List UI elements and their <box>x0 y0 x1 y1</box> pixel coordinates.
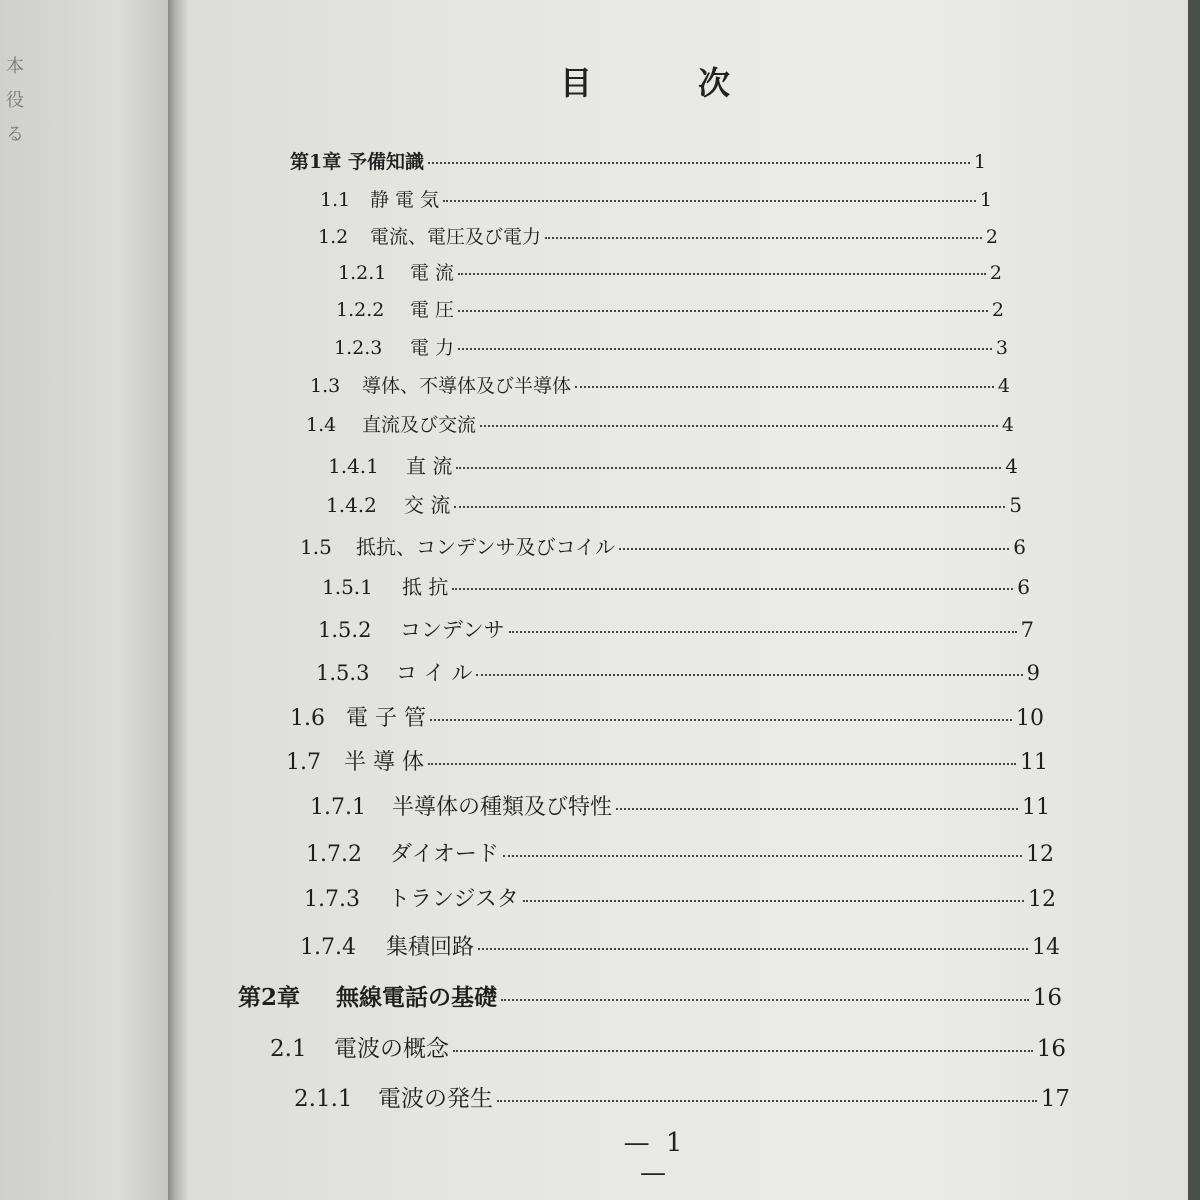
toc-label: 集積回路 <box>386 935 475 960</box>
page-title <box>560 58 730 104</box>
page-number: — 1 — <box>623 1128 687 1188</box>
toc-number: 第2章 <box>238 984 301 1011</box>
toc-number: 1.3 <box>310 375 341 397</box>
toc-leader <box>428 763 1016 765</box>
toc-page-number: 4 <box>1005 454 1018 478</box>
toc-number: 2.1 <box>270 1036 307 1062</box>
toc-leader <box>458 273 986 275</box>
toc-leader <box>480 425 998 427</box>
toc-page-number: 2 <box>989 262 1002 284</box>
toc-page-number: 3 <box>995 337 1008 359</box>
toc-label: 電 子 管 <box>346 706 426 731</box>
toc-entry <box>310 371 1010 398</box>
toc-label: 半 導 体 <box>344 750 424 775</box>
toc-number: 1.2 <box>318 226 349 248</box>
toc-number: 2.1.1 <box>294 1086 353 1112</box>
toc-page-number: 12 <box>1028 887 1056 912</box>
toc-entry <box>306 837 1054 868</box>
toc-number: 1.7 <box>286 750 321 775</box>
toc-entry <box>322 571 1030 600</box>
toc-entry <box>326 489 1022 518</box>
toc-label: ダイオード <box>390 842 499 867</box>
toc-label: 予備知識 <box>348 151 425 173</box>
toc-label: 交 流 <box>404 493 451 517</box>
toc-leader <box>452 588 1013 590</box>
toc-page-number: 11 <box>1020 750 1048 775</box>
toc-entry <box>294 1080 1070 1113</box>
toc-label: 電波の発生 <box>378 1086 493 1112</box>
toc-page-number: 10 <box>1016 706 1044 731</box>
toc-number: 1.5.3 <box>316 661 370 685</box>
toc-entry <box>286 745 1048 776</box>
toc-entry <box>318 614 1034 644</box>
toc-number: 1.7.1 <box>310 795 366 820</box>
left-page <box>0 0 168 1200</box>
toc-label: 抵抗、コンデンサ及びコイル <box>356 535 615 559</box>
toc-number: 1.5 <box>300 535 332 559</box>
toc-page-number: 2 <box>991 299 1004 321</box>
toc-number: 1.2.1 <box>338 262 387 284</box>
toc-leader <box>501 999 1029 1001</box>
background-edge <box>1188 0 1200 1200</box>
toc-page-number: 6 <box>1017 575 1030 599</box>
toc-entry <box>318 222 998 249</box>
toc-entry <box>290 147 986 174</box>
toc-page-number: 16 <box>1036 1036 1066 1062</box>
toc-leader <box>428 162 970 164</box>
toc-leader <box>545 237 982 239</box>
toc-number: 1.7.3 <box>304 887 360 912</box>
toc-number: 1.4 <box>306 414 337 436</box>
toc-page-number: 16 <box>1032 985 1062 1011</box>
toc-entry <box>300 531 1026 560</box>
toc-label: 電流、電圧及び電力 <box>370 226 542 248</box>
toc-number: 1.6 <box>290 706 325 731</box>
toc-label: 電 流 <box>410 262 455 284</box>
toc-page-number: 11 <box>1022 795 1050 820</box>
toc-entry <box>310 790 1050 821</box>
toc-leader <box>458 348 992 350</box>
right-page <box>188 0 1200 1200</box>
book-gutter <box>168 0 188 1200</box>
left-page-bleed-text: 本 役 る <box>6 56 24 145</box>
toc-label: コンデンサ <box>400 618 505 642</box>
toc-page-number: 7 <box>1020 618 1034 642</box>
toc-leader <box>497 1100 1037 1102</box>
toc-page-number: 9 <box>1026 661 1040 685</box>
toc-leader <box>456 467 1001 469</box>
toc-leader <box>478 948 1028 950</box>
toc-entry <box>328 450 1018 479</box>
toc-label: 電 力 <box>410 337 455 359</box>
toc-entry <box>306 410 1014 437</box>
toc-entry <box>338 258 1002 285</box>
toc-label: 静 電 気 <box>370 189 440 211</box>
toc-entry <box>290 701 1044 732</box>
toc-page-number: 1 <box>973 151 986 173</box>
toc-label: 電波の概念 <box>334 1036 449 1062</box>
toc-leader <box>458 310 988 312</box>
toc-leader <box>509 631 1017 633</box>
toc-entry <box>270 1030 1066 1063</box>
toc-number: 1.1 <box>320 189 351 211</box>
toc-leader <box>443 200 976 202</box>
toc-number: 1.5.2 <box>318 618 372 642</box>
toc-leader <box>503 855 1022 857</box>
toc-leader <box>575 386 994 388</box>
toc-label: コ イ ル <box>396 661 473 685</box>
toc-entry <box>300 930 1060 961</box>
toc-page-number: 17 <box>1040 1086 1070 1112</box>
toc-entry <box>304 882 1056 913</box>
toc-label: 半導体の種類及び特性 <box>392 795 613 820</box>
toc-label: 電 圧 <box>410 299 455 321</box>
toc-leader <box>454 506 1005 508</box>
toc-number: 第1章 <box>290 151 342 173</box>
toc-number: 1.2.2 <box>336 299 385 321</box>
toc-leader <box>619 548 1009 550</box>
toc-page-number: 2 <box>985 226 998 248</box>
toc-page-number: 4 <box>997 375 1010 397</box>
toc-label: 無線電話の基礎 <box>336 984 497 1011</box>
title-char-1: 目 <box>560 64 593 102</box>
toc-number: 1.7.2 <box>306 842 362 867</box>
toc-entry <box>334 333 1008 360</box>
toc-number: 1.4.2 <box>326 493 377 517</box>
toc-leader <box>430 719 1012 721</box>
toc-entry <box>316 657 1040 687</box>
toc-label: トランジスタ <box>388 887 519 912</box>
toc-number: 1.2.3 <box>334 337 383 359</box>
toc-page-number: 4 <box>1001 414 1014 436</box>
toc-leader <box>453 1050 1033 1052</box>
toc-page-number: 5 <box>1009 493 1022 517</box>
toc-number: 1.7.4 <box>300 935 356 960</box>
toc-entry <box>336 295 1004 322</box>
toc-leader <box>616 808 1018 810</box>
toc-label: 直 流 <box>406 454 453 478</box>
toc-label: 抵 抗 <box>402 575 449 599</box>
toc-leader <box>523 900 1024 902</box>
toc-label: 直流及び交流 <box>362 414 477 436</box>
toc-entry <box>238 979 1062 1012</box>
toc-page-number: 1 <box>979 189 992 211</box>
toc-number: 1.5.1 <box>322 575 373 599</box>
toc-page-number: 14 <box>1032 935 1060 960</box>
toc-leader <box>476 674 1022 676</box>
title-char-2: 次 <box>697 64 730 102</box>
toc-page-number: 12 <box>1026 842 1054 867</box>
toc-label: 導体、不導体及び半導体 <box>362 375 572 397</box>
toc-entry <box>320 185 992 212</box>
toc-page-number: 6 <box>1013 535 1026 559</box>
toc-number: 1.4.1 <box>328 454 379 478</box>
